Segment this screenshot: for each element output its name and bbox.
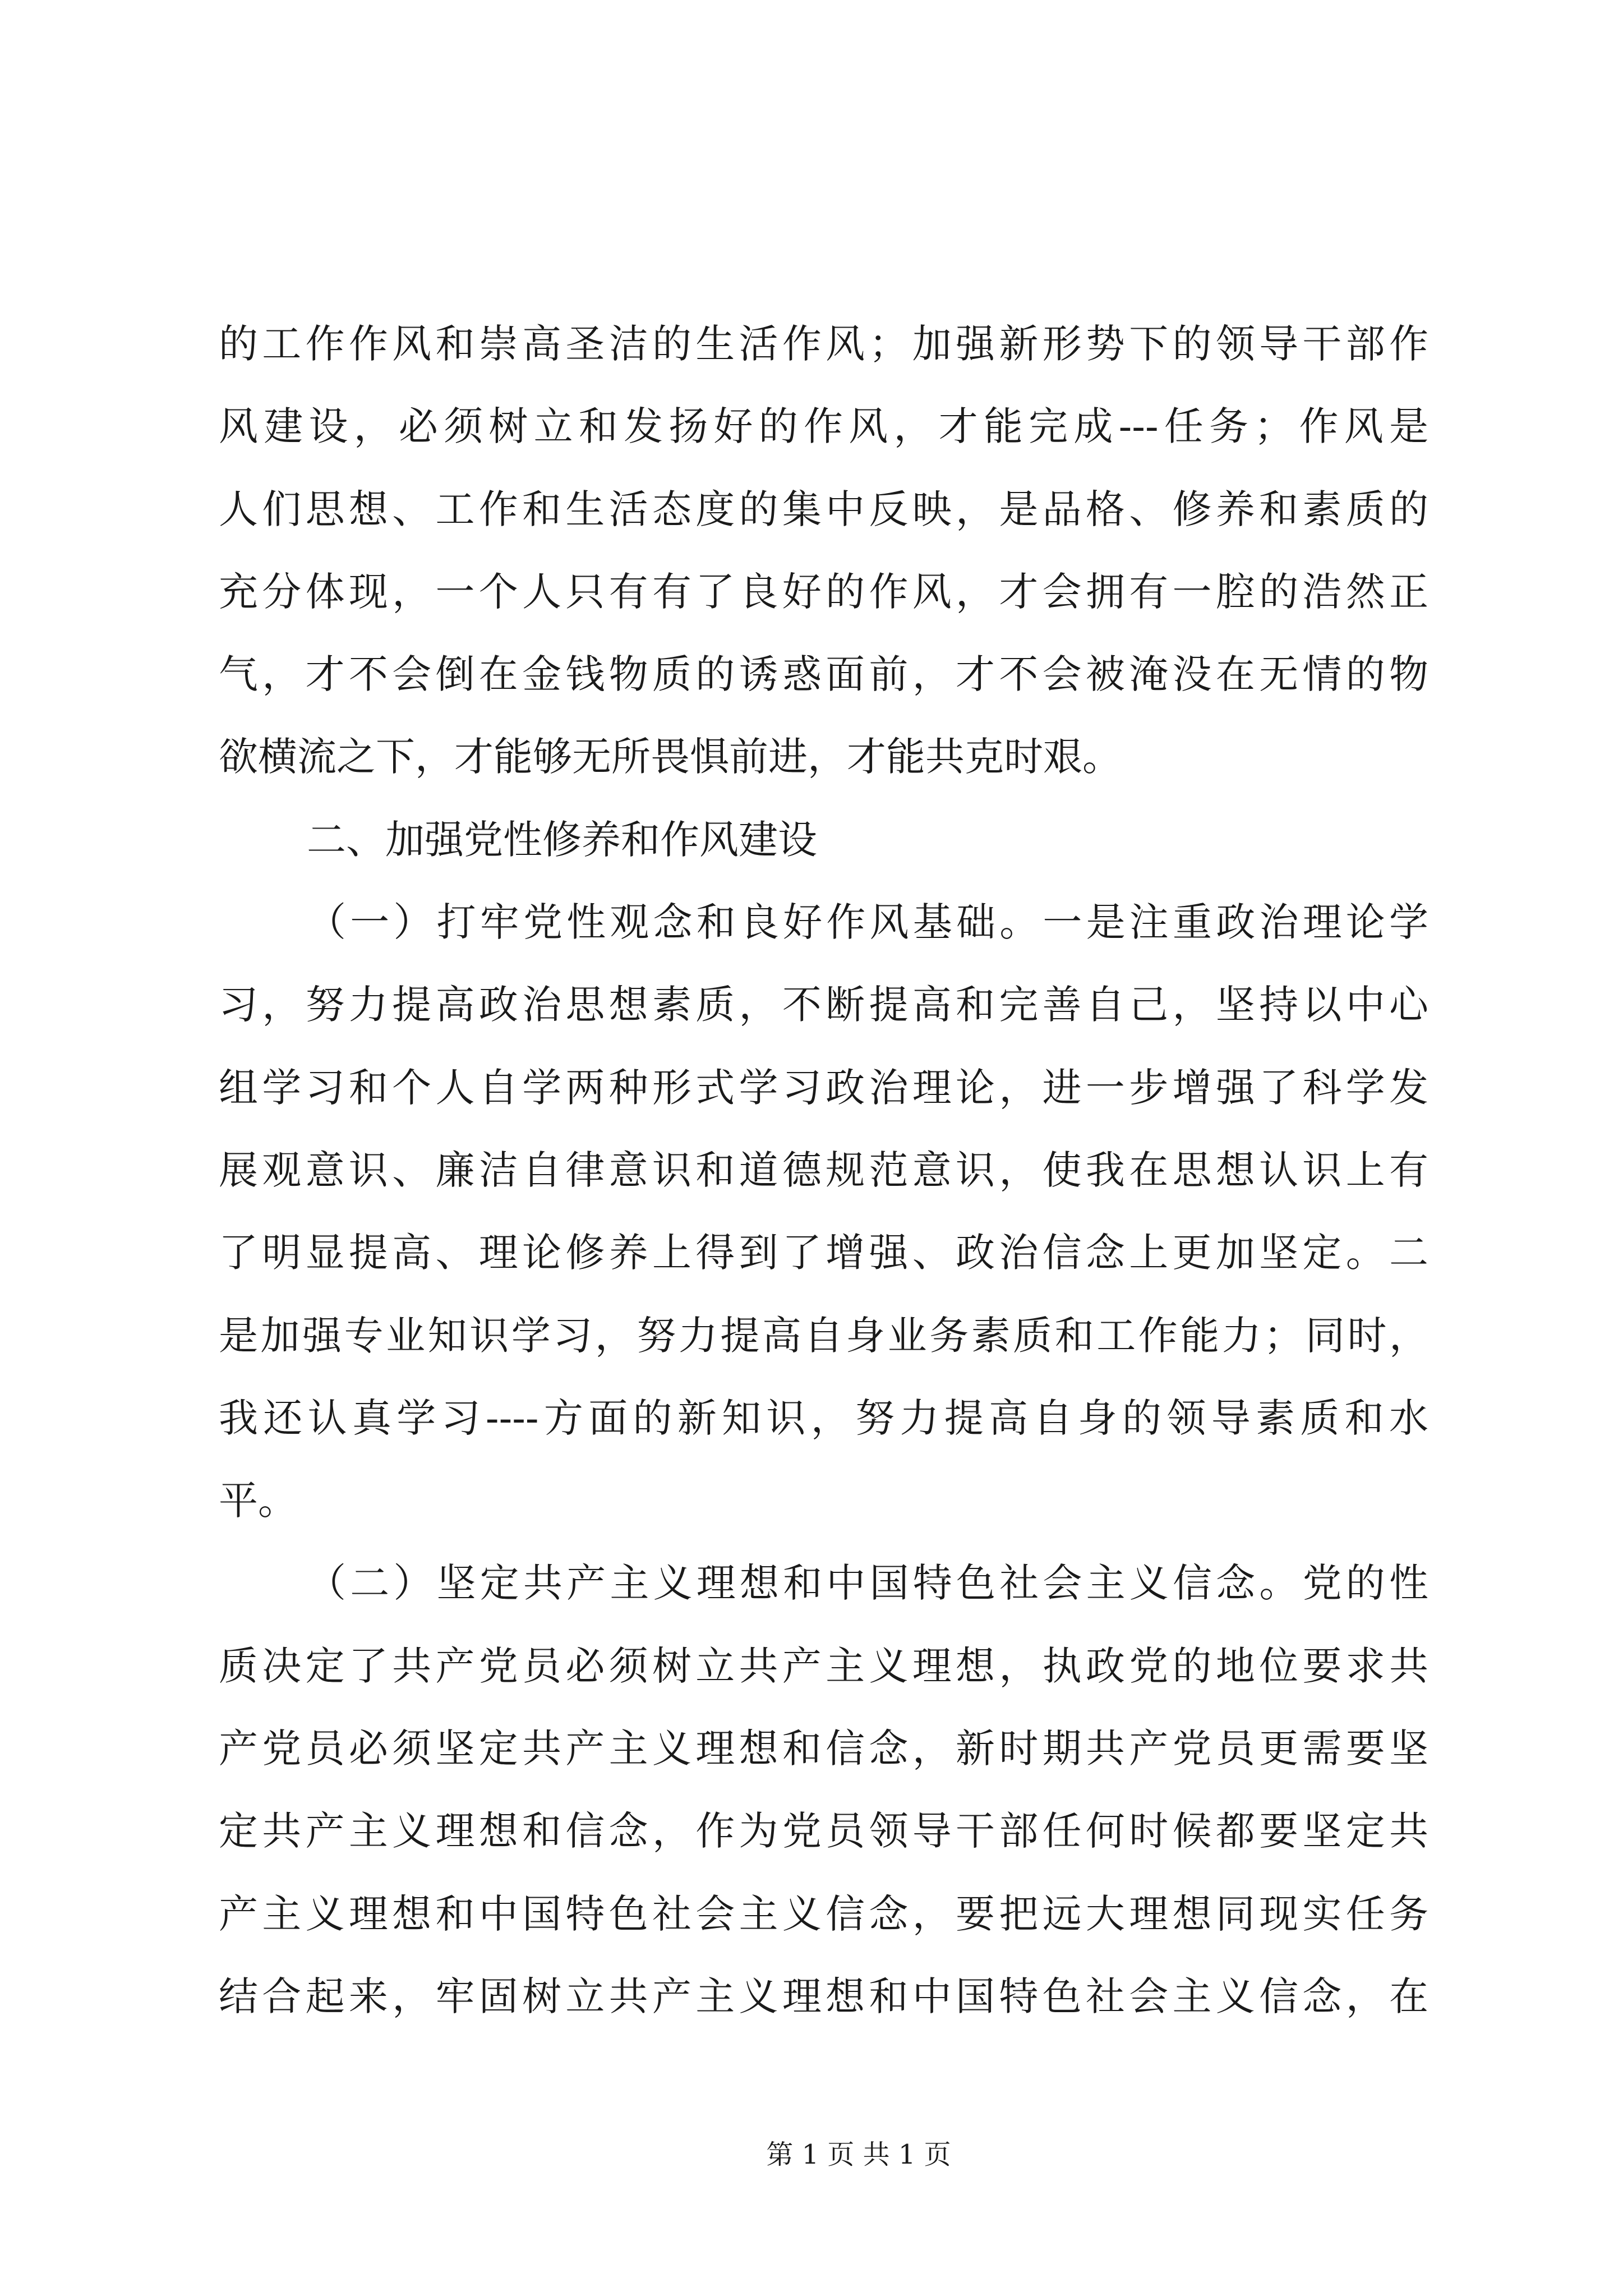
text-line: 平。 <box>219 1478 297 1524</box>
paragraph-two <box>219 1542 1428 2038</box>
text-line: 定共产主义理想和信念，作为党员领导干部任何时候都要坚定共 <box>219 1808 1428 1855</box>
text-line: 习，努力提高政治思想素质，不断提高和完善自己，坚持以中心 <box>219 982 1428 1028</box>
text-line: （一）打牢党性观念和良好作风基础。一是注重政治理论学 <box>307 899 1428 946</box>
paragraph-continuation <box>219 303 1428 799</box>
text-line: 结合起来，牢固树立共产主义理想和中国特色社会主义信念，在 <box>219 1973 1428 2019</box>
text-line: 质决定了共产党员必须树立共产主义理想，执政党的地位要求共 <box>219 1642 1428 1689</box>
text-line: 的工作作风和崇高圣洁的生活作风；加强新形势下的领导干部作 <box>219 321 1428 367</box>
paragraph-one <box>219 881 1428 1542</box>
document-body <box>219 303 1428 2038</box>
text-line: 产主义理想和中国特色社会主义信念，要把远大理想同现实任务 <box>219 1890 1428 1937</box>
text-line: 了明显提高、理论修养上得到了增强、政治信念上更加坚定。二 <box>219 1230 1428 1276</box>
text-line: 组学习和个人自学两种形式学习政治理论，进一步增强了科学发 <box>219 1064 1428 1111</box>
text-line: 人们思想、工作和生活态度的集中反映，是品格、修养和素质的 <box>219 486 1428 532</box>
section-heading <box>219 799 1428 881</box>
text-line: 风建设，必须树立和发扬好的作风，才能完成---任务；作风是 <box>219 403 1428 450</box>
page-footer: 第 1 页 共 1 页 <box>766 2139 951 2170</box>
text-line: 充分体现，一个人只有有了良好的作风，才会拥有一腔的浩然正 <box>219 568 1428 615</box>
text-line: （二）坚定共产主义理想和中国特色社会主义信念。党的性 <box>307 1560 1428 1607</box>
text-line: 产党员必须坚定共产主义理想和信念，新时期共产党员更需要坚 <box>219 1726 1428 1772</box>
text-line: 欲横流之下，才能够无所畏惧前进，才能共克时艰。 <box>219 734 1122 780</box>
text-line: 展观意识、廉洁自律意识和道德规范意识，使我在思想认识上有 <box>219 1147 1428 1193</box>
text-line: 我还认真学习----方面的新知识，努力提高自身的领导素质和水 <box>219 1395 1428 1441</box>
heading-line: 二、加强党性修养和作风建设 <box>307 816 817 863</box>
text-line: 气，才不会倒在金钱物质的诱惑面前，才不会被淹没在无情的物 <box>219 651 1428 698</box>
text-line: 是加强专业知识学习，努力提高自身业务素质和工作能力；同时， <box>219 1312 1428 1359</box>
